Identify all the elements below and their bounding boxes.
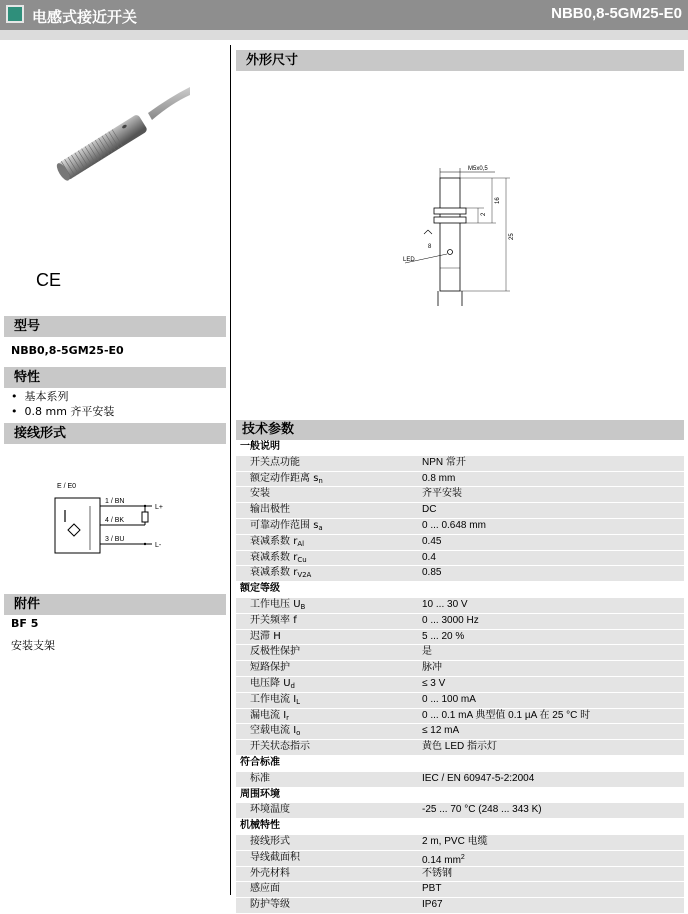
spec-row	[236, 867, 684, 883]
spec-symbol: r	[293, 551, 298, 563]
spec-symbol: s	[313, 519, 319, 531]
spec-value	[422, 456, 684, 471]
spec-label	[236, 772, 422, 787]
spec-symbol-sub: L	[296, 697, 301, 706]
spec-category: 符合标准	[236, 756, 684, 772]
spec-symbol: U	[283, 677, 291, 689]
spec-label-text: 输出极性	[250, 504, 290, 516]
logo-square-icon	[6, 5, 24, 23]
spec-value	[422, 598, 684, 613]
spec-label	[236, 645, 422, 660]
spec-label-text: 标准	[250, 772, 270, 784]
spec-symbol: r	[293, 567, 298, 579]
spec-row	[236, 851, 684, 867]
spec-row	[236, 456, 684, 472]
dim-16: 16	[495, 197, 501, 204]
spec-row	[236, 693, 684, 709]
wiring-diagram	[50, 478, 190, 558]
spec-label-text: 工作电流	[250, 693, 290, 705]
spec-value	[422, 645, 684, 660]
spec-row	[236, 551, 684, 567]
spec-row	[236, 566, 684, 582]
spec-label	[236, 724, 422, 739]
spec-value	[422, 709, 684, 724]
spec-label	[236, 519, 422, 534]
spec-label	[236, 614, 422, 629]
spec-category: 额定等级	[236, 582, 684, 598]
spec-symbol: s	[313, 472, 319, 484]
spec-category: 一般说明	[236, 440, 684, 456]
spec-label-text: 防护等级	[250, 899, 290, 911]
spec-value-sup: 2	[460, 853, 465, 861]
lplus-label: L+	[155, 504, 163, 511]
dim-25: 25	[509, 233, 515, 240]
spec-label	[236, 551, 422, 566]
spec-value-text: ≤ 12 mA	[422, 725, 460, 737]
spec-label-text: 安装	[250, 488, 270, 500]
spec-row	[236, 835, 684, 851]
feature-item: • 0.8 mm 齐平安装	[11, 405, 115, 418]
spec-symbol-sub: B	[300, 602, 306, 611]
spec-symbol: I	[293, 693, 297, 705]
spec-value	[422, 630, 684, 645]
spec-symbol: f	[293, 614, 297, 626]
spec-label-text: 外壳材料	[250, 867, 290, 879]
spec-label-text: 接线形式	[250, 835, 290, 847]
spec-value-text: PBT	[422, 883, 442, 895]
spec-label	[236, 709, 422, 724]
feature-item: • 基本系列	[11, 390, 69, 403]
spec-symbol-sub: Cu	[297, 555, 307, 564]
spec-label	[236, 487, 422, 502]
spec-label	[236, 740, 422, 755]
spec-symbol-sub: n	[318, 476, 323, 485]
spec-row	[236, 630, 684, 646]
spec-value-text: 0.14 mm	[422, 854, 461, 866]
accessory-desc: 安装支架	[11, 639, 55, 652]
header-stripe	[0, 30, 688, 40]
spec-label-text: 可靠动作范围	[250, 519, 310, 531]
led-label: LED	[403, 257, 415, 263]
spec-row	[236, 503, 684, 519]
spec-row	[236, 677, 684, 693]
spec-row	[236, 661, 684, 677]
spec-value-text: 0.4	[422, 551, 436, 563]
spec-symbol: H	[273, 630, 281, 642]
technical-data-heading: 技术参数	[236, 420, 684, 440]
spec-value-text: IP67	[422, 899, 443, 911]
spec-value-text: NPN 常开	[422, 456, 466, 468]
spec-value-text: 是	[422, 646, 432, 658]
spec-value	[422, 851, 684, 866]
wrench-size-label: 8	[428, 244, 432, 250]
spec-label-text: 导线截面积	[250, 851, 300, 863]
spec-label	[236, 472, 422, 487]
spec-row	[236, 803, 684, 819]
spec-value-text: 脉冲	[422, 662, 442, 674]
model-number: NBB0,8-5GM25-E0	[551, 5, 682, 22]
spec-label	[236, 535, 422, 550]
spec-label	[236, 803, 422, 818]
features-heading: 特性	[4, 367, 226, 388]
spec-label-text: 反极性保护	[250, 646, 300, 658]
spec-label	[236, 835, 422, 850]
pin-label: 3 / BU	[105, 536, 125, 543]
spec-row	[236, 724, 684, 740]
spec-label	[236, 661, 422, 676]
spec-value	[422, 724, 684, 739]
dimensions-heading: 外形尺寸	[236, 50, 684, 71]
spec-label-text: 衰减系数	[250, 551, 290, 563]
document-title: 电感式接近开关	[32, 8, 138, 26]
spec-row	[236, 645, 684, 661]
spec-value-text: 黄色 LED 指示灯	[422, 741, 498, 753]
pin-label: 1 / BN	[105, 498, 125, 505]
spec-rows	[236, 440, 684, 914]
spec-row	[236, 882, 684, 898]
spec-label	[236, 851, 422, 866]
spec-label-text: 开关频率	[250, 614, 290, 626]
spec-label-text: 感应面	[250, 883, 280, 895]
spec-value	[422, 661, 684, 676]
spec-label-text: 环境温度	[250, 804, 290, 816]
accessory-name: BF 5	[11, 617, 39, 630]
spec-value-text: 10 ... 30 V	[422, 598, 468, 610]
spec-label-text: 开关点功能	[250, 456, 300, 468]
spec-value-text: 齐平安装	[422, 488, 462, 500]
spec-value	[422, 867, 684, 882]
spec-category: 周围环境	[236, 788, 684, 804]
spec-label	[236, 503, 422, 518]
spec-row	[236, 535, 684, 551]
spec-symbol: U	[293, 598, 301, 610]
spec-symbol-sub: Al	[297, 539, 305, 548]
spec-value-text: DC	[422, 504, 437, 516]
spec-value-text: 0.8 mm	[422, 472, 456, 484]
spec-category: 机械特性	[236, 819, 684, 835]
spec-value-text: -25 ... 70 °C (248 ... 343 K)	[422, 804, 542, 816]
spec-value	[422, 519, 684, 534]
dimension-drawing	[400, 160, 520, 310]
spec-value	[422, 503, 684, 518]
spec-value-text: IEC / EN 60947-5-2:2004	[422, 772, 535, 784]
spec-value-text: 5 ... 20 %	[422, 630, 465, 642]
title-bar	[0, 0, 688, 30]
spec-label-text: 空载电流	[250, 725, 290, 737]
spec-label	[236, 598, 422, 613]
spec-value-text: 0 ... 0.648 mm	[422, 519, 486, 531]
spec-row	[236, 898, 684, 914]
spec-label-text: 衰减系数	[250, 535, 290, 547]
spec-symbol: I	[283, 709, 287, 721]
spec-label	[236, 630, 422, 645]
spec-value	[422, 551, 684, 566]
spec-value-text: 2 m, PVC 电缆	[422, 835, 488, 847]
spec-symbol: r	[293, 535, 298, 547]
thread-label: M5x0,5	[468, 166, 488, 172]
spec-label	[236, 566, 422, 581]
spec-symbol-sub: d	[290, 681, 295, 690]
technical-data-table	[236, 420, 684, 914]
spec-symbol-sub: V2A	[297, 571, 312, 580]
spec-label	[236, 867, 422, 882]
spec-value	[422, 898, 684, 913]
pin-label: 4 / BK	[105, 517, 125, 524]
spec-value	[422, 835, 684, 850]
column-divider	[230, 45, 231, 895]
type-value: NBB0,8-5GM25-E0	[11, 344, 124, 357]
spec-label	[236, 693, 422, 708]
ce-mark: CE	[36, 270, 62, 290]
wiring-heading: 接线形式	[4, 423, 226, 444]
spec-label-text: 电压降	[250, 677, 280, 689]
spec-label-text: 迟滞	[250, 630, 270, 642]
lminus-label: L-	[155, 542, 162, 549]
spec-value	[422, 677, 684, 692]
spec-label	[236, 677, 422, 692]
wiring-label: E / E0	[57, 483, 77, 490]
spec-row	[236, 472, 684, 488]
spec-row	[236, 598, 684, 614]
spec-value	[422, 803, 684, 818]
spec-label-text: 额定动作距离	[250, 472, 310, 484]
spec-row	[236, 519, 684, 535]
spec-symbol: I	[293, 725, 297, 737]
spec-value	[422, 772, 684, 787]
spec-value-text: ≤ 3 V	[422, 677, 446, 689]
spec-label-text: 开关状态指示	[250, 741, 310, 753]
product-photo	[40, 75, 190, 190]
spec-label-text: 工作电压	[250, 598, 290, 610]
spec-value-text: 0 ... 3000 Hz	[422, 614, 479, 626]
spec-row	[236, 614, 684, 630]
spec-row	[236, 487, 684, 503]
spec-row	[236, 772, 684, 788]
spec-value	[422, 472, 684, 487]
spec-label	[236, 456, 422, 471]
spec-value-text: 0 ... 0.1 mA 典型值 0.1 µA 在 25 °C 时	[422, 709, 591, 721]
spec-label	[236, 898, 422, 913]
spec-value	[422, 535, 684, 550]
feature-text: 0.8 mm 齐平安装	[24, 405, 115, 418]
feature-text: 基本系列	[24, 390, 69, 403]
spec-row	[236, 709, 684, 725]
spec-row	[236, 740, 684, 756]
spec-value	[422, 614, 684, 629]
spec-value	[422, 487, 684, 502]
spec-value-text: 0.85	[422, 567, 442, 579]
spec-value	[422, 740, 684, 755]
spec-value	[422, 693, 684, 708]
spec-value	[422, 566, 684, 581]
spec-symbol-sub: o	[296, 729, 301, 738]
spec-label-text: 短路保护	[250, 662, 290, 674]
spec-value-text: 0.45	[422, 535, 442, 547]
spec-value-text: 0 ... 100 mA	[422, 693, 476, 705]
accessory-heading: 附件	[4, 594, 226, 615]
spec-symbol-sub: r	[286, 713, 290, 722]
dim-2: 2	[481, 212, 487, 216]
spec-value-text: 不锈钢	[422, 867, 452, 879]
type-heading: 型号	[4, 316, 226, 337]
spec-label-text: 漏电流	[250, 709, 280, 721]
spec-label-text: 衰减系数	[250, 567, 290, 579]
spec-symbol-sub: a	[318, 523, 323, 532]
